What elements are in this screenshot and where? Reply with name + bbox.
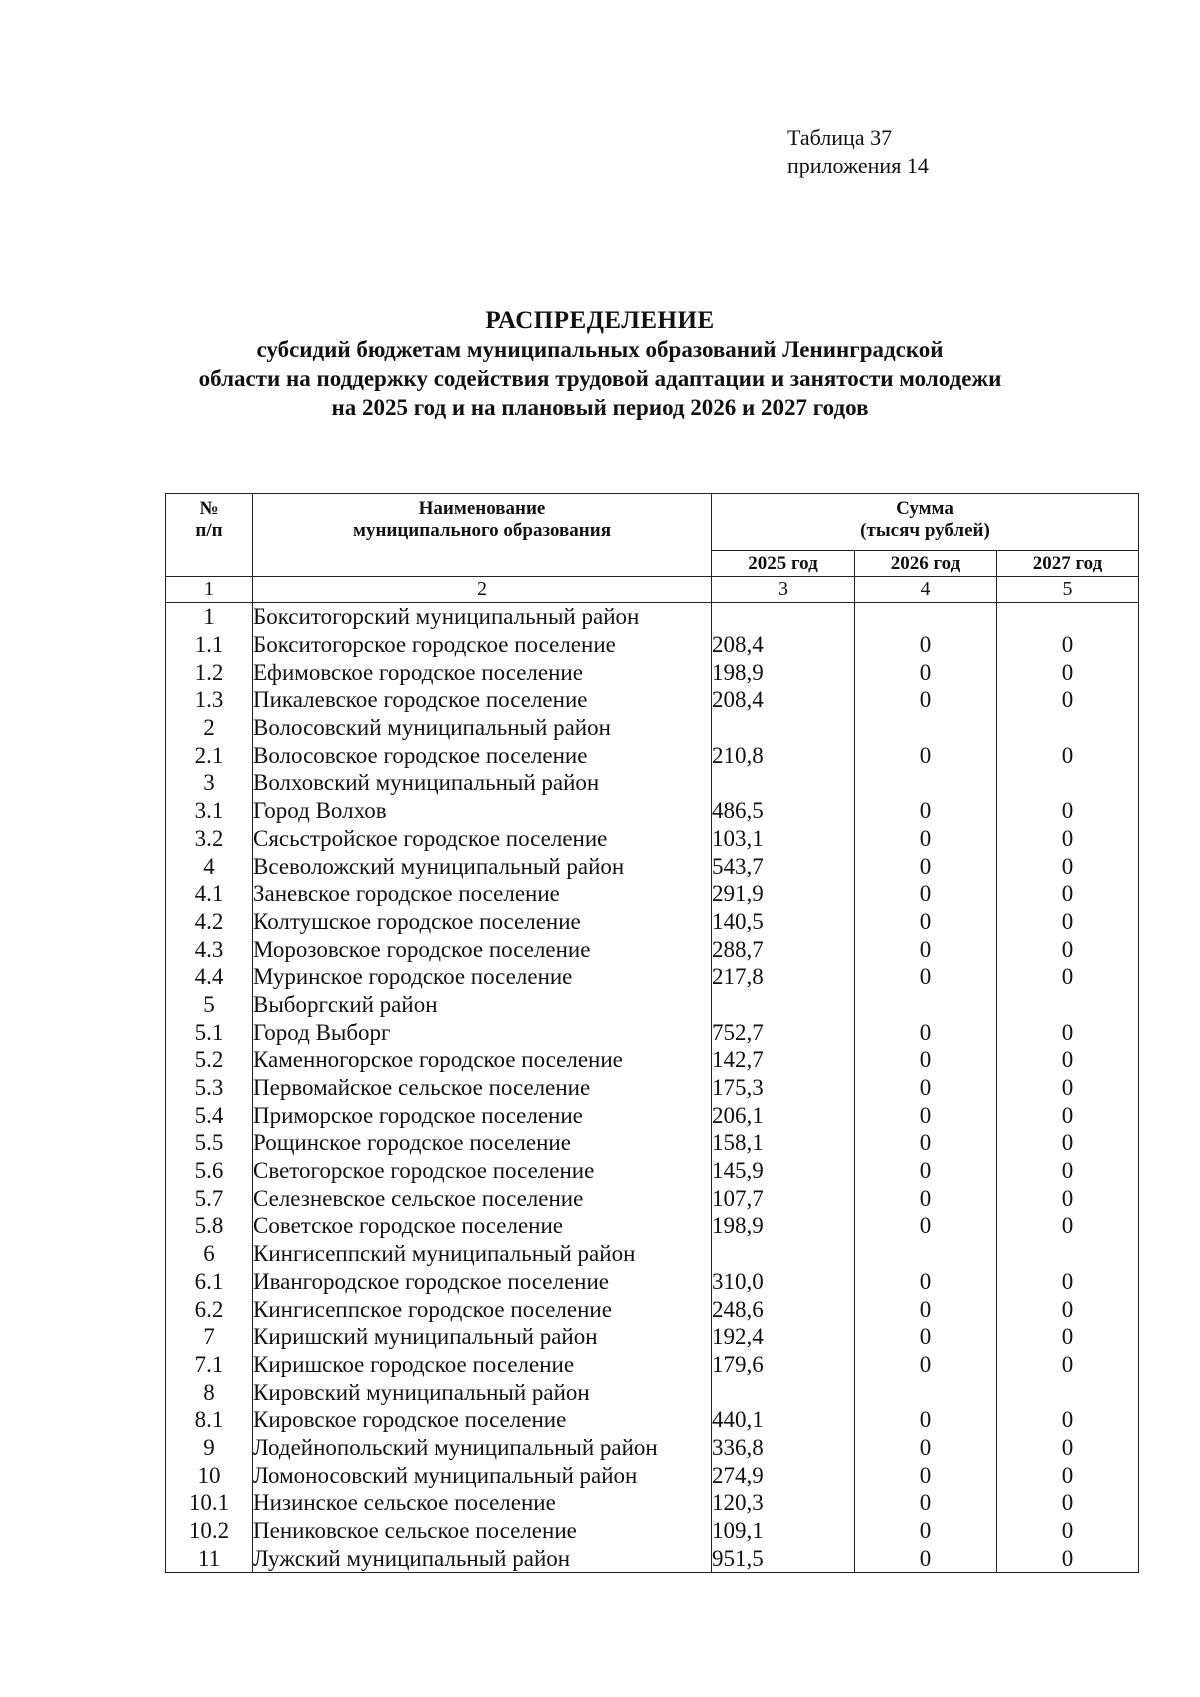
row-sum-2025: 486,5 — [712, 797, 855, 825]
row-sum-2026: 0 — [855, 1212, 997, 1240]
table-row — [166, 1240, 1139, 1268]
row-number: 5.6 — [166, 1157, 253, 1185]
row-sum-2026: 0 — [855, 852, 997, 880]
row-number: 7 — [166, 1323, 253, 1351]
row-number: 1.1 — [166, 631, 253, 659]
row-sum-2027: 0 — [997, 658, 1139, 686]
table-row — [166, 1434, 1139, 1462]
row-sum-2025: 198,9 — [712, 658, 855, 686]
table-row — [166, 658, 1139, 686]
row-sum-2026: 0 — [855, 1184, 997, 1212]
header-sum-line-1: Сумма — [896, 498, 954, 519]
row-number: 5.7 — [166, 1184, 253, 1212]
row-number: 9 — [166, 1434, 253, 1462]
row-number: 3.1 — [166, 797, 253, 825]
row-sum-2027: 0 — [997, 1157, 1139, 1185]
row-sum-2025: 274,9 — [712, 1461, 855, 1489]
table-row — [166, 908, 1139, 936]
row-name: Каменногорское городское поселение — [253, 1046, 712, 1074]
table-row — [166, 1212, 1139, 1240]
column-number: 3 — [712, 577, 855, 603]
subsidy-table — [165, 493, 1139, 1573]
row-name: Первомайское сельское поселение — [253, 1074, 712, 1102]
column-number: 2 — [253, 577, 712, 603]
header-name-line-1: Наименование — [418, 498, 546, 519]
row-sum-2025: 248,6 — [712, 1295, 855, 1323]
row-sum-2027: 0 — [997, 880, 1139, 908]
table-row — [166, 1018, 1139, 1046]
row-sum-2025: 336,8 — [712, 1434, 855, 1462]
table-caption — [787, 124, 929, 180]
row-sum-2026: 0 — [855, 825, 997, 853]
row-sum-2026 — [855, 1240, 997, 1268]
row-name: Низинское сельское поселение — [253, 1489, 712, 1517]
row-sum-2025: 145,9 — [712, 1157, 855, 1185]
header-number — [166, 494, 253, 577]
header-year-2027: 2027 год — [997, 551, 1139, 577]
table-row — [166, 1544, 1139, 1572]
table-row — [166, 991, 1139, 1019]
row-sum-2026: 0 — [855, 686, 997, 714]
row-sum-2027: 0 — [997, 1323, 1139, 1351]
row-sum-2026: 0 — [855, 1517, 997, 1545]
row-sum-2026: 0 — [855, 1129, 997, 1157]
row-sum-2025: 752,7 — [712, 1018, 855, 1046]
row-sum-2025: 192,4 — [712, 1323, 855, 1351]
row-name: Бокситогорское городское поселение — [253, 631, 712, 659]
table-row — [166, 1489, 1139, 1517]
row-number: 5.2 — [166, 1046, 253, 1074]
column-number: 5 — [997, 577, 1139, 603]
table-row — [166, 1517, 1139, 1545]
row-sum-2027 — [997, 603, 1139, 631]
row-sum-2025 — [712, 603, 855, 631]
document-title — [0, 306, 1200, 422]
table-row — [166, 1129, 1139, 1157]
row-sum-2025: 107,7 — [712, 1184, 855, 1212]
row-name: Город Волхов — [253, 797, 712, 825]
row-sum-2027: 0 — [997, 1184, 1139, 1212]
row-name: Приморское городское поселение — [253, 1101, 712, 1129]
row-sum-2026: 0 — [855, 963, 997, 991]
row-name: Пикалевское городское поселение — [253, 686, 712, 714]
row-sum-2025: 208,4 — [712, 686, 855, 714]
row-name: Кировское городское поселение — [253, 1406, 712, 1434]
table-row — [166, 797, 1139, 825]
row-sum-2026: 0 — [855, 1074, 997, 1102]
row-name: Советское городское поселение — [253, 1212, 712, 1240]
column-numbers — [166, 577, 1139, 603]
row-number: 5.1 — [166, 1018, 253, 1046]
row-sum-2026: 0 — [855, 797, 997, 825]
row-sum-2027: 0 — [997, 1406, 1139, 1434]
row-sum-2025: 291,9 — [712, 880, 855, 908]
row-sum-2026: 0 — [855, 658, 997, 686]
row-number: 6.2 — [166, 1295, 253, 1323]
table-row — [166, 1046, 1139, 1074]
row-sum-2025: 208,4 — [712, 631, 855, 659]
row-number: 4.4 — [166, 963, 253, 991]
row-sum-2026: 0 — [855, 1046, 997, 1074]
row-sum-2027: 0 — [997, 1268, 1139, 1296]
row-name: Ломоносовский муниципальный район — [253, 1461, 712, 1489]
table-row — [166, 714, 1139, 742]
table-row — [166, 1268, 1139, 1296]
row-sum-2025: 142,7 — [712, 1046, 855, 1074]
table-row — [166, 603, 1139, 631]
row-sum-2026: 0 — [855, 1544, 997, 1572]
row-name: Киришский муниципальный район — [253, 1323, 712, 1351]
title-line-1: субсидий бюджетам муниципальных образований Ленинградской — [256, 337, 944, 362]
row-sum-2027: 0 — [997, 1461, 1139, 1489]
row-name: Селезневское сельское поселение — [253, 1184, 712, 1212]
row-sum-2027: 0 — [997, 1351, 1139, 1379]
row-name: Рощинское городское поселение — [253, 1129, 712, 1157]
row-name: Лодейнопольский муниципальный район — [253, 1434, 712, 1462]
row-sum-2025: 210,8 — [712, 741, 855, 769]
header-sum-line-2: (тысяч рублей) — [860, 520, 990, 541]
row-name: Бокситогорский муниципальный район — [253, 603, 712, 631]
row-number: 4.3 — [166, 935, 253, 963]
column-number: 1 — [166, 577, 253, 603]
row-name: Волховский муниципальный район — [253, 769, 712, 797]
row-sum-2027: 0 — [997, 631, 1139, 659]
row-name: Морозовское городское поселение — [253, 935, 712, 963]
row-sum-2025 — [712, 769, 855, 797]
row-number: 4 — [166, 852, 253, 880]
row-sum-2026 — [855, 603, 997, 631]
row-number: 1 — [166, 603, 253, 631]
row-sum-2027: 0 — [997, 1544, 1139, 1572]
row-number: 3 — [166, 769, 253, 797]
row-sum-2027 — [997, 1378, 1139, 1406]
row-sum-2027 — [997, 769, 1139, 797]
table-row — [166, 1184, 1139, 1212]
row-sum-2026: 0 — [855, 1406, 997, 1434]
row-sum-2027 — [997, 991, 1139, 1019]
row-sum-2025: 103,1 — [712, 825, 855, 853]
row-number: 1.3 — [166, 686, 253, 714]
row-sum-2025: 217,8 — [712, 963, 855, 991]
row-number: 10 — [166, 1461, 253, 1489]
row-name: Лужский муниципальный район — [253, 1544, 712, 1572]
column-number: 4 — [855, 577, 997, 603]
row-sum-2026 — [855, 991, 997, 1019]
row-number: 5.8 — [166, 1212, 253, 1240]
row-number: 6 — [166, 1240, 253, 1268]
row-name: Ефимовское городское поселение — [253, 658, 712, 686]
row-name: Ивангородское городское поселение — [253, 1268, 712, 1296]
table-row — [166, 1074, 1139, 1102]
row-sum-2027: 0 — [997, 1489, 1139, 1517]
row-number: 11 — [166, 1544, 253, 1572]
row-sum-2026: 0 — [855, 1461, 997, 1489]
row-sum-2025: 288,7 — [712, 935, 855, 963]
row-sum-2027 — [997, 714, 1139, 742]
row-sum-2026: 0 — [855, 1157, 997, 1185]
table-header — [166, 494, 1139, 577]
header-name-line-2: муниципального образования — [353, 520, 611, 541]
table-row — [166, 741, 1139, 769]
header-year-2026: 2026 год — [855, 551, 997, 577]
row-name: Муринское городское поселение — [253, 963, 712, 991]
row-sum-2025: 175,3 — [712, 1074, 855, 1102]
row-sum-2027: 0 — [997, 1212, 1139, 1240]
row-sum-2027: 0 — [997, 1018, 1139, 1046]
row-sum-2026: 0 — [855, 1268, 997, 1296]
row-name: Город Выборг — [253, 1018, 712, 1046]
row-sum-2026: 0 — [855, 631, 997, 659]
row-sum-2027: 0 — [997, 1434, 1139, 1462]
row-sum-2026: 0 — [855, 1295, 997, 1323]
row-sum-2026 — [855, 714, 997, 742]
row-number: 8 — [166, 1378, 253, 1406]
title-main: РАСПРЕДЕЛЕНИЕ — [485, 307, 715, 334]
row-sum-2025 — [712, 714, 855, 742]
table-row — [166, 1461, 1139, 1489]
row-sum-2025: 109,1 — [712, 1517, 855, 1545]
row-sum-2027: 0 — [997, 797, 1139, 825]
table-row — [166, 963, 1139, 991]
row-number: 3.2 — [166, 825, 253, 853]
row-number: 5.4 — [166, 1101, 253, 1129]
table-row — [166, 1406, 1139, 1434]
table-body — [166, 603, 1139, 1573]
table-row — [166, 769, 1139, 797]
row-sum-2025: 206,1 — [712, 1101, 855, 1129]
row-name: Кингисеппское городское поселение — [253, 1295, 712, 1323]
row-sum-2025: 120,3 — [712, 1489, 855, 1517]
row-sum-2026: 0 — [855, 1351, 997, 1379]
row-sum-2025 — [712, 1240, 855, 1268]
row-sum-2025: 310,0 — [712, 1268, 855, 1296]
row-sum-2025: 158,1 — [712, 1129, 855, 1157]
row-sum-2026: 0 — [855, 935, 997, 963]
row-number: 8.1 — [166, 1406, 253, 1434]
table-row — [166, 880, 1139, 908]
row-sum-2025 — [712, 1378, 855, 1406]
row-sum-2025: 198,9 — [712, 1212, 855, 1240]
row-sum-2027: 0 — [997, 825, 1139, 853]
header-name — [253, 494, 712, 577]
row-sum-2027: 0 — [997, 852, 1139, 880]
row-sum-2025: 140,5 — [712, 908, 855, 936]
row-name: Волосовский муниципальный район — [253, 714, 712, 742]
row-number: 2 — [166, 714, 253, 742]
row-sum-2027: 0 — [997, 1129, 1139, 1157]
row-sum-2025: 179,6 — [712, 1351, 855, 1379]
row-sum-2027: 0 — [997, 1074, 1139, 1102]
row-sum-2026: 0 — [855, 880, 997, 908]
row-number: 2.1 — [166, 741, 253, 769]
header-sum — [712, 494, 1139, 551]
row-sum-2025 — [712, 991, 855, 1019]
row-sum-2027: 0 — [997, 1101, 1139, 1129]
row-sum-2027 — [997, 1240, 1139, 1268]
table-row — [166, 1101, 1139, 1129]
row-name: Киришское городское поселение — [253, 1351, 712, 1379]
row-sum-2027: 0 — [997, 686, 1139, 714]
row-sum-2026: 0 — [855, 1323, 997, 1351]
row-name: Всеволожский муниципальный район — [253, 852, 712, 880]
table-row — [166, 686, 1139, 714]
row-sum-2027: 0 — [997, 1295, 1139, 1323]
row-sum-2027: 0 — [997, 1517, 1139, 1545]
header-number-line-2: п/п — [195, 520, 223, 541]
row-sum-2027: 0 — [997, 908, 1139, 936]
row-sum-2026: 0 — [855, 1489, 997, 1517]
table-row — [166, 1351, 1139, 1379]
row-name: Колтушское городское поселение — [253, 908, 712, 936]
row-sum-2026: 0 — [855, 741, 997, 769]
row-sum-2025: 543,7 — [712, 852, 855, 880]
row-number: 10.2 — [166, 1517, 253, 1545]
row-number: 5.3 — [166, 1074, 253, 1102]
table-row — [166, 1323, 1139, 1351]
row-name: Волосовское городское поселение — [253, 741, 712, 769]
row-sum-2027: 0 — [997, 1046, 1139, 1074]
row-number: 4.2 — [166, 908, 253, 936]
row-sum-2026 — [855, 769, 997, 797]
caption-table-number: Таблица 37 — [787, 125, 893, 150]
table-row — [166, 1157, 1139, 1185]
row-sum-2027: 0 — [997, 963, 1139, 991]
row-sum-2025: 440,1 — [712, 1406, 855, 1434]
row-name: Заневское городское поселение — [253, 880, 712, 908]
row-name: Выборгский район — [253, 991, 712, 1019]
row-number: 5 — [166, 991, 253, 1019]
title-line-2: области на поддержку содействия трудовой адаптации и занятости молодежи — [198, 366, 1002, 391]
table-row — [166, 1295, 1139, 1323]
row-sum-2026: 0 — [855, 1018, 997, 1046]
row-number: 1.2 — [166, 658, 253, 686]
row-name: Светогорское городское поселение — [253, 1157, 712, 1185]
table-row — [166, 852, 1139, 880]
row-number: 4.1 — [166, 880, 253, 908]
row-number: 5.5 — [166, 1129, 253, 1157]
row-sum-2026: 0 — [855, 1101, 997, 1129]
row-number: 10.1 — [166, 1489, 253, 1517]
header-number-line-1: № — [199, 498, 219, 519]
row-name: Кировский муниципальный район — [253, 1378, 712, 1406]
table-row — [166, 825, 1139, 853]
row-sum-2027: 0 — [997, 741, 1139, 769]
row-sum-2026: 0 — [855, 1434, 997, 1462]
caption-appendix-number: приложения 14 — [787, 153, 929, 178]
header-year-2025: 2025 год — [712, 551, 855, 577]
table-row — [166, 935, 1139, 963]
row-number: 6.1 — [166, 1268, 253, 1296]
row-name: Пениковское сельское поселение — [253, 1517, 712, 1545]
row-sum-2027: 0 — [997, 935, 1139, 963]
row-name: Кингисеппский муниципальный район — [253, 1240, 712, 1268]
table-row — [166, 631, 1139, 659]
title-line-3: на 2025 год и на плановый период 2026 и 2027 годов — [331, 395, 869, 420]
row-number: 7.1 — [166, 1351, 253, 1379]
table-row — [166, 1378, 1139, 1406]
row-sum-2025: 951,5 — [712, 1544, 855, 1572]
row-sum-2026: 0 — [855, 908, 997, 936]
row-name: Сясьстройское городское поселение — [253, 825, 712, 853]
row-sum-2026 — [855, 1378, 997, 1406]
